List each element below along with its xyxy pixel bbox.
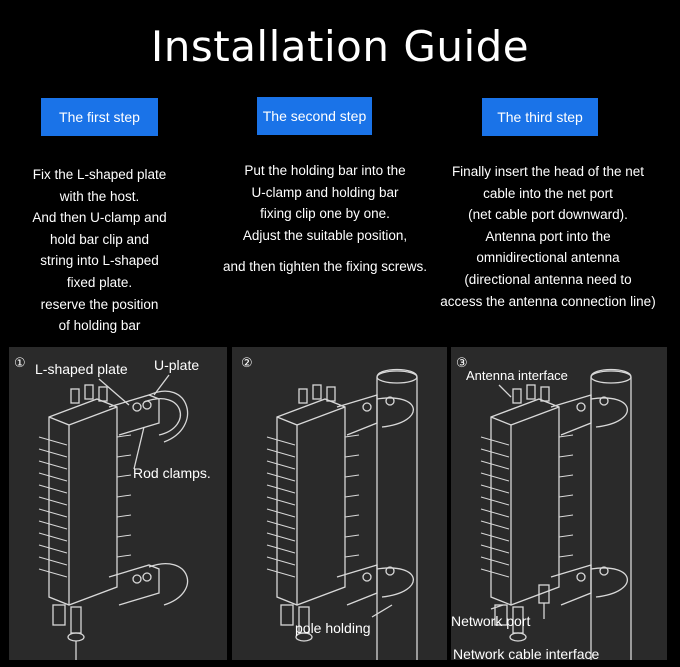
panel-two-number: ② (241, 355, 253, 370)
device-on-pole-illustration (232, 347, 447, 660)
step-three-line: cable into the net port (483, 185, 613, 201)
step-three-line: (directional antenna need to (464, 271, 632, 287)
step-one-line: with the host. (59, 188, 140, 204)
network-cable-interface-label: Network cable interface (453, 646, 600, 660)
rod-clamps-label: Rod clamps. (133, 465, 211, 481)
step-three-line: (net cable port downward). (468, 207, 628, 223)
step-one-line: Fix the L-shaped plate (32, 167, 167, 182)
step-three-line: access the antenna connection line) (440, 293, 656, 309)
step-three-description (428, 161, 668, 312)
network-port-label: Network port (451, 613, 531, 629)
pole-holding-label: pole holding (295, 620, 371, 636)
illustration-panel-two (232, 347, 447, 660)
step-three-line: omnidirectional antenna (476, 250, 620, 266)
step-one-line: And then U-clamp and (32, 210, 167, 226)
step-one-line: hold bar clip and (49, 231, 150, 247)
step-two-line: fixing clip one by one. (260, 206, 390, 222)
panel-one-number: ① (14, 355, 26, 370)
step-three-button[interactable]: The third step (482, 98, 598, 136)
step-three-line: Antenna port into the (485, 228, 611, 244)
step-two-line: and then tighten the fixing screws. (222, 259, 428, 275)
illustration-panel-three (451, 347, 667, 660)
page-title: Installation Guide (150, 22, 530, 71)
step-one-line: string into L-shaped (40, 253, 159, 269)
step-one-description (12, 164, 187, 337)
l-shaped-plate-label: L-shaped plate (35, 361, 128, 377)
step-two-line: Adjust the suitable position, (242, 227, 408, 243)
step-two-line: U-clamp and holding bar (251, 184, 399, 200)
step-two-line: Put the holding bar into the (244, 163, 406, 178)
step-two-description (205, 160, 445, 278)
step-three-line: Finally insert the head of the net (451, 164, 645, 179)
step-one-line: of holding bar (58, 318, 141, 334)
panel-three-number: ③ (456, 355, 468, 370)
step-one-line: reserve the position (40, 296, 159, 312)
step-two-button[interactable]: The second step (257, 97, 372, 135)
u-plate-label: U-plate (154, 357, 200, 373)
device-with-brackets-illustration (9, 347, 227, 660)
step-one-line: fixed plate. (66, 274, 133, 290)
illustration-panel-one (9, 347, 227, 660)
step-one-button[interactable]: The first step (41, 98, 158, 136)
antenna-interface-label: Antenna interface (466, 368, 568, 383)
